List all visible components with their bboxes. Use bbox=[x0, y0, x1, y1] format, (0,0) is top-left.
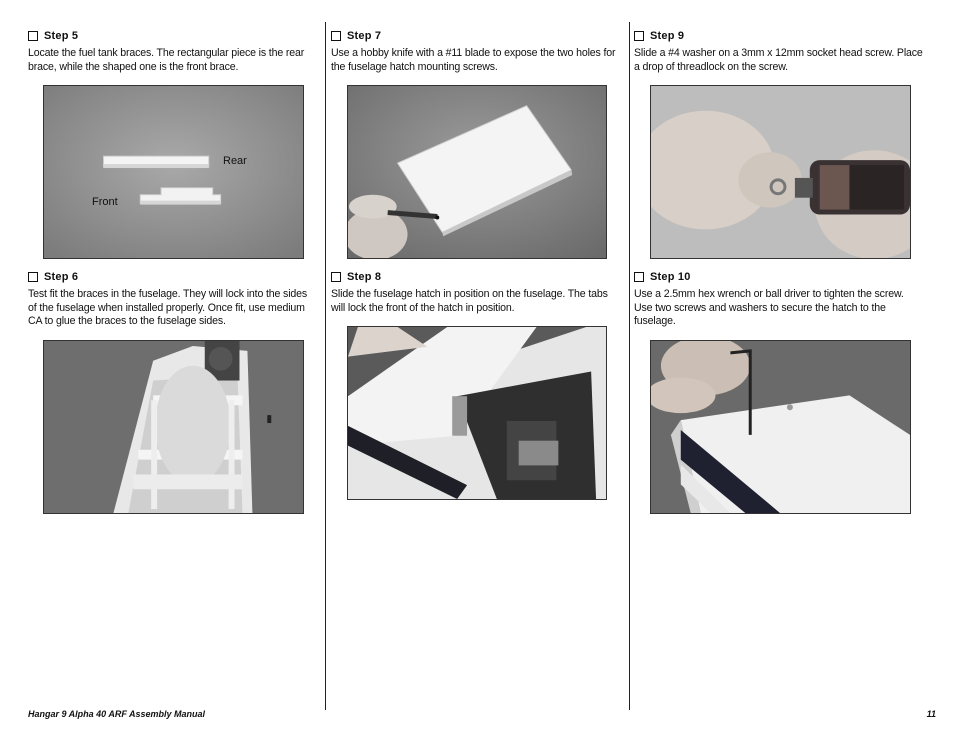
step-10 bbox=[634, 270, 924, 329]
step-6-checkbox[interactable] bbox=[28, 272, 38, 282]
step-6 bbox=[28, 270, 318, 329]
step-7-checkbox[interactable] bbox=[331, 31, 341, 41]
step-5-title: Step 5 bbox=[44, 30, 79, 42]
step-8-text: Slide the fuselage hatch in position on the fuselage. The tabs will lock the front of the hatch in position. bbox=[331, 288, 608, 314]
step-7 bbox=[331, 29, 621, 74]
step-10-title: Step 10 bbox=[650, 271, 691, 283]
column-divider-1 bbox=[325, 22, 326, 710]
step-9 bbox=[634, 29, 924, 74]
column-divider-2 bbox=[629, 22, 630, 710]
front-label: Front bbox=[92, 196, 118, 208]
step-8-title: Step 8 bbox=[347, 271, 382, 283]
step-8 bbox=[331, 270, 621, 315]
step-10-photo bbox=[650, 340, 911, 514]
step-7-photo bbox=[347, 85, 607, 259]
footer-manual-title: Hangar 9 Alpha 40 ARF Assembly Manual bbox=[28, 709, 206, 719]
step-9-title: Step 9 bbox=[650, 30, 685, 42]
step-5-photo bbox=[43, 85, 304, 259]
step-8-photo bbox=[347, 326, 607, 500]
step-8-checkbox[interactable] bbox=[331, 272, 341, 282]
rear-label: Rear bbox=[223, 155, 247, 167]
step-6-text: Test fit the braces in the fuselage. They will lock into the sides of the fuselage when installed properly. Once fit, use medium CA to glue the braces to the fuselage sides. bbox=[28, 288, 308, 327]
step-6-title: Step 6 bbox=[44, 271, 79, 283]
step-5-text: Locate the fuel tank braces. The rectangular piece is the rear brace, while the shaped one is the front brace. bbox=[28, 47, 305, 73]
step-5-checkbox[interactable] bbox=[28, 31, 38, 41]
step-7-title: Step 7 bbox=[347, 30, 382, 42]
step-9-checkbox[interactable] bbox=[634, 31, 644, 41]
footer-page-number: 11 bbox=[926, 709, 936, 719]
step-10-checkbox[interactable] bbox=[634, 272, 644, 282]
step-5 bbox=[28, 29, 318, 74]
step-9-photo bbox=[650, 85, 911, 259]
step-10-text: Use a 2.5mm hex wrench or ball driver to tighten the screw. Use two screws and washers to secure the hatch to the fuselage. bbox=[634, 288, 904, 327]
step-9-text: Slide a #4 washer on a 3mm x 12mm socket head screw. Place a drop of threadlock on the screw. bbox=[634, 47, 923, 73]
step-6-photo bbox=[43, 340, 304, 514]
step-7-text: Use a hobby knife with a #11 blade to expose the two holes for the fuselage hatch mounting screws. bbox=[331, 47, 616, 73]
